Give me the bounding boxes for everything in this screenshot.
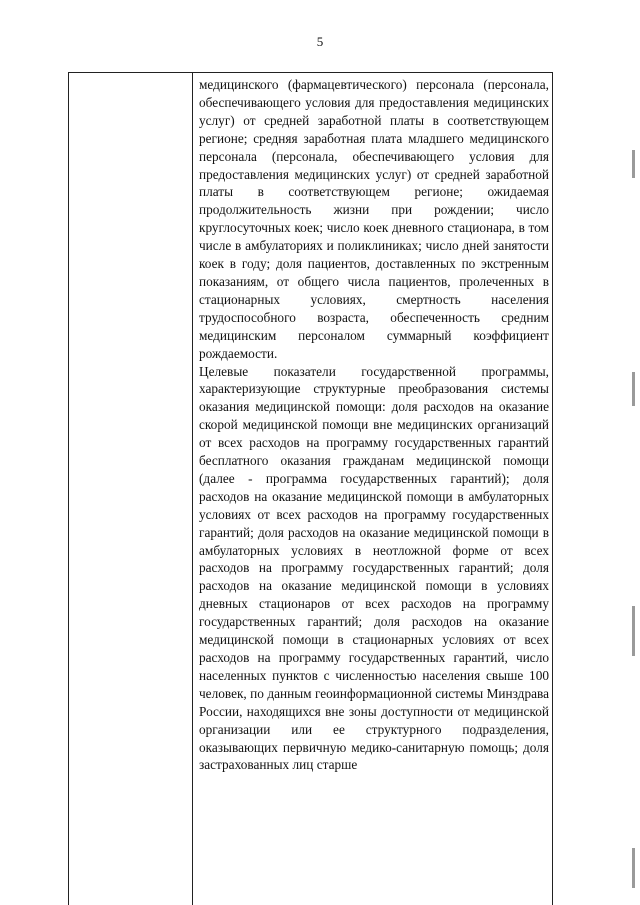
scan-edge-mark	[632, 372, 635, 406]
column-divider	[192, 73, 193, 905]
scan-edge-mark	[632, 150, 635, 178]
table-right-cell	[199, 76, 549, 774]
scan-edge-mark	[632, 606, 635, 656]
scan-edge-mark	[632, 848, 635, 888]
cell-paragraph-1: медицинского (фармацевтического) персонала (персонала, обеспечивающего условия для предоставления медицинских услуг) от средней заработной платы в соответствующем регионе; средняя заработная плата младшего медицинского персонала (персонала, обеспечивающего условия для предоставления медицинских услуг) от средней заработной платы в соответствующем регионе; ожидаемая продолжительность жизни при рождении; число круглосуточных коек; число коек дневного стационара, в том числе в амбулаториях и поликлиниках; число дней занятости коек в году; доля пациентов, доставленных по экстренным показаниям, от общего числа пациентов, пролеченных в стационарных условиях, смертность населения трудоспособного возраста, обеспеченность средним медицинским персоналом суммарный коэффициент рождаемости.	[199, 77, 549, 361]
cell-paragraph-2: Целевые показатели государственной программы, характеризующие структурные преобразования системы оказания медицинской помощи: доля расходов на оказание скорой медицинской помощи вне медицинских организаций от всех расходов на программу государственных гарантий бесплатного оказания гражданам медицинской помощи (далее - программа государственных гарантий); доля расходов на оказание медицинской помощи в амбулаторных условиях от всех расходов на программу государственных гарантий; доля расходов на оказание медицинской помощи в амбулаторных условиях в неотложной форме от всех расходов на программу государственных гарантий; доля расходов на оказание медицинской помощи в условиях дневных стационаров от всех расходов на программу государственных гарантий; доля расходов на оказание медицинской помощи в стационарных условиях от всех расходов на программу государственных гарантий, число населенных пунктов с численностью населения свыше 100 человек, по данным геоинформационной системы Минздрава России, находящихся вне зоны доступности от медицинской организации или ее структурного подразделения, оказывающих первичную медико-санитарную помощь; доля застрахованных лиц старше	[199, 363, 549, 773]
indicators-table	[68, 72, 553, 905]
page-number: 5	[316, 34, 324, 49]
